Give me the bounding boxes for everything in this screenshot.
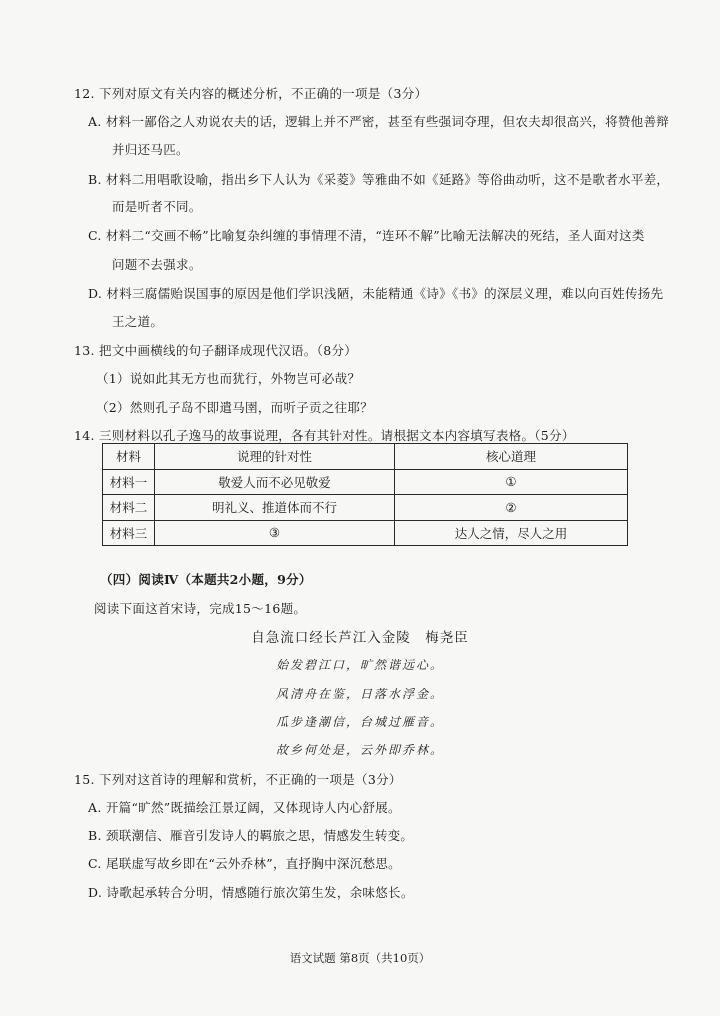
poem-line: 瓜步逢潮信，台城过雁音。	[275, 715, 444, 729]
q12-option-c-cont: 问题不去强求。	[112, 257, 202, 272]
q15-stem: 15. 下列对这首诗的理解和赏析，不正确的一项是（3分）	[74, 772, 402, 787]
q13-stem: 13. 把文中画横线的句子翻译成现代汉语。（8分）	[74, 343, 358, 358]
poem-line: 始发碧江口，旷然谐远心。	[275, 658, 444, 672]
q12-option-b: B. 材料二用唱歌设喻，指出乡下人认为《采菱》等雅曲不如《延路》等俗曲动听，这不是歌者水平差，	[88, 172, 670, 187]
section-intro: 阅读下面这首宋诗，完成15～16题。	[94, 601, 307, 616]
table-cell: ①	[395, 469, 628, 495]
table-row	[103, 469, 628, 495]
table-row	[103, 495, 628, 521]
table-header: 说理的针对性	[155, 444, 395, 470]
q15-option-c: C. 尾联虚写故乡即在“云外乔林”，直抒胸中深沉愁思。	[88, 856, 401, 871]
table-row	[103, 520, 628, 546]
table-cell: 敬爱人而不必见敬爱	[155, 469, 395, 495]
q12-option-d: D. 材料三腐儒贻误国事的原因是他们学识浅陋，未能精通《诗》《书》的深层义理，难以向百姓传扬先	[88, 286, 664, 301]
table-cell: 材料二	[103, 495, 155, 521]
table-cell: 达人之情，尽人之用	[395, 520, 628, 546]
table-cell: 材料一	[103, 469, 155, 495]
q13-sentence-2: （2）然则孔子岛不即遣马圉，而听子贡之往耶？	[96, 400, 374, 415]
section-heading: （四）阅读Ⅳ（本题共2小题，9分）	[100, 572, 312, 587]
q14-stem: 14. 三则材料以孔子逸马的故事说理，各有其针对性。请根据文本内容填写表格。（5分）	[74, 428, 575, 443]
q12-option-a-cont: 并归还马匹。	[112, 142, 189, 157]
q13-sentence-1: （1）说如此其无方也而犹行，外物岂可必哉？	[96, 371, 361, 386]
poem-line: 风清舟在鉴，日落水浮金。	[275, 687, 444, 701]
q12-option-d-cont: 王之道。	[112, 314, 164, 329]
poem-title: 自急流口经长芦江入金陵 梅尧臣	[251, 630, 469, 646]
table-cell: ②	[395, 495, 628, 521]
table-cell: 明礼义、推道体而不行	[155, 495, 395, 521]
q12-option-c: C. 材料二“交画不畅”比喻复杂纠缠的事情理不清，“连环不解”比喻无法解决的死结，圣人面对这类	[88, 228, 645, 243]
q12-option-a: A. 材料一鄙俗之人劝说农夫的话，逻辑上并不严密，甚至有些强词夺理，但农夫却很高兴，将赞他善辩	[88, 114, 670, 129]
page-footer: 语文试题 第8页（共10页）	[289, 951, 431, 965]
poem-line: 故乡何处是，云外即乔林。	[275, 743, 444, 757]
q12-option-b-cont: 而是听者不同。	[112, 199, 202, 214]
table-cell: ③	[155, 520, 395, 546]
q15-option-a: A. 开篇“旷然”既描绘江景辽阔，又体现诗人内心舒展。	[88, 800, 401, 815]
table-header: 材料	[103, 444, 155, 470]
q15-option-d: D. 诗歌起承转合分明，情感随行旅次第生发，余味悠长。	[88, 885, 414, 900]
q15-option-b: B. 颈联潮信、雁音引发诗人的羁旅之思，情感发生转变。	[88, 828, 414, 843]
table-header-row	[103, 444, 628, 470]
table-cell: 材料三	[103, 520, 155, 546]
table-header: 核心道理	[395, 444, 628, 470]
q12-stem: 12. 下列对原文有关内容的概述分析，不正确的一项是（3分）	[74, 86, 428, 101]
q14-table	[102, 443, 628, 546]
